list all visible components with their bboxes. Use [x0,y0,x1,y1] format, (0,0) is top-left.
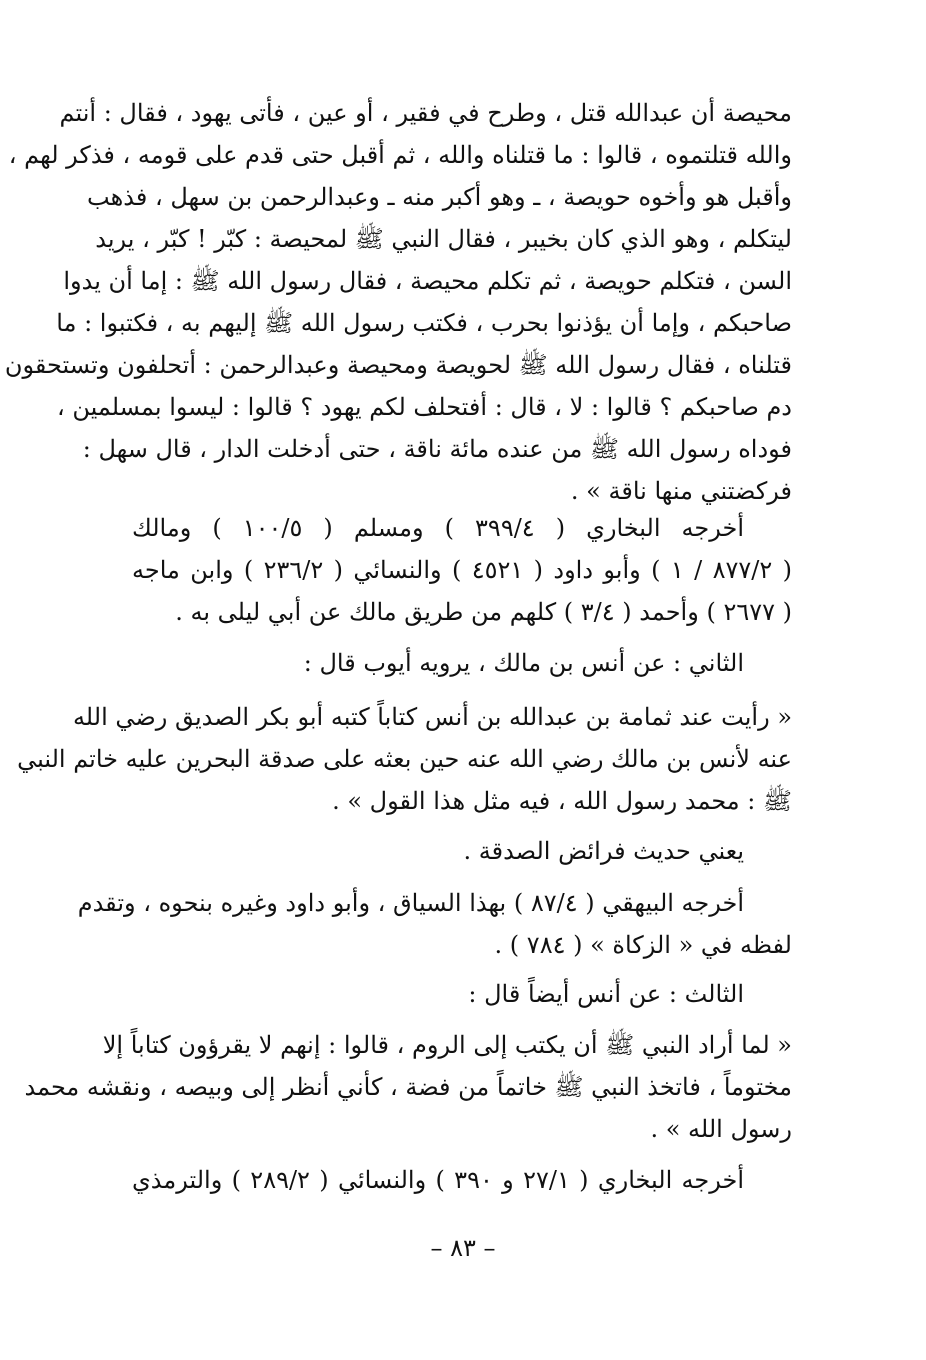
text-line: « لما أراد النبي ﷺ أن يكتب إلى الروم ، قالوا : إنهم لا يقرؤون كتاباً إلا [102,1031,792,1059]
text-line: لفظه في « الزكاة » ( ٧٨٤ ) . [494,931,792,959]
text-line: السن ، فتكلم حويصة ، ثم تكلم محيصة ، فقال رسول الله ﷺ : إما أن يدوا [63,267,792,295]
text-line: فوداه رسول الله ﷺ من عنده مائة ناقة ، حتى أدخلت الدار ، قال سهل : [82,435,792,463]
note-paragraph [132,830,792,872]
page-number: – ٨٣ – [430,1234,496,1262]
text-line: فركضتني منها ناقة » . [570,477,792,505]
hadith-text-paragraph [17,696,792,822]
hadith-text-paragraph [24,1024,792,1150]
text-line: رسول الله » . [650,1115,792,1143]
hadith-text-paragraph [4,92,792,512]
text-line: أخرجه البيهقي ( ٨٧/٤ ) بهذا السياق ، وأبو داود وغيره بنحوه ، وتقدم [77,889,744,917]
text-line: دم صاحبكم ؟ قالوا : لا ، قال : أفتحلف لكم يهود ؟ قالوا : ليسوا بمسلمين ، [56,393,792,421]
text-line: ( ٨٧٧/٢ / ١ ) وأبو داود ( ٤٥٢١ ) والنسائي ( ٢٣٦/٢ ) وابن ماجه [132,556,792,584]
takhrij-paragraph [132,1159,792,1201]
text-line: ليتكلم ، وهو الذي كان بخيبر ، فقال النبي ﷺ لمحيصة : كبّر ! كبّر ، يريد [95,225,792,253]
text-line: « رأيت عند ثمامة بن عبدالله بن أنس كتاباً كتبه أبو بكر الصديق رضي الله [72,703,792,731]
text-line: ( ٢٦٧٧ ) وأحمد ( ٣/٤ ) كلهم من طريق مالك عن أبي ليلى به . [175,598,792,626]
takhrij-paragraph [77,882,792,966]
section-heading-third [132,973,792,1015]
text-line: يعني حديث فرائض الصدقة . [463,837,744,865]
text-line: قتلناه ، فقال رسول الله ﷺ لحويصة ومحيصة وعبدالرحمن : أتحلفون وتستحقون [4,351,792,379]
section-heading-second [132,642,792,684]
text-line: وأقبل هو وأخوه حويصة ، ـ وهو أكبر منه ـ وعبدالرحمن بن سهل ، فذهب [87,183,792,211]
text-line: صاحبكم ، وإما أن يؤذنوا بحرب ، فكتب رسول الله ﷺ إليهم به ، فكتبوا : ما [56,309,792,337]
text-line: أخرجه البخاري ( ٢٧/١ و ٣٩٠ ) والنسائي ( ٢٨٩/٢ ) والترمذي [132,1166,745,1194]
text-line: الثاني : عن أنس بن مالك ، يرويه أيوب قال : [303,649,744,677]
text-line: عنه لأنس بن مالك رضي الله عنه حين بعثه على صدقة البحرين عليه خاتم النبي [17,745,792,773]
takhrij-paragraph [132,507,792,633]
text-line: محيصة أن عبدالله قتل ، وطرح في فقير ، أو عين ، فأتى يهود ، فقال : أنتم [59,99,792,127]
text-line: أخرجه البخاري ( ٣٩٩/٤ ) ومسلم ( ١٠٠/٥ ) ومالك [132,514,745,542]
text-line: والله قتلتموه ، قالوا : ما قتلناه والله ، ثم أقبل حتى قدم على قومه ، فذكر لهم ، [8,141,792,169]
text-line: الثالث : عن أنس أيضاً قال : [468,980,744,1008]
text-line: ﷺ : محمد رسول الله ، فيه مثل هذا القول » . [332,787,792,815]
text-line: مختوماً ، فاتخذ النبي ﷺ خاتماً من فضة ، كأني أنظر إلى وبيصه ، ونقشه محمد [24,1073,792,1101]
